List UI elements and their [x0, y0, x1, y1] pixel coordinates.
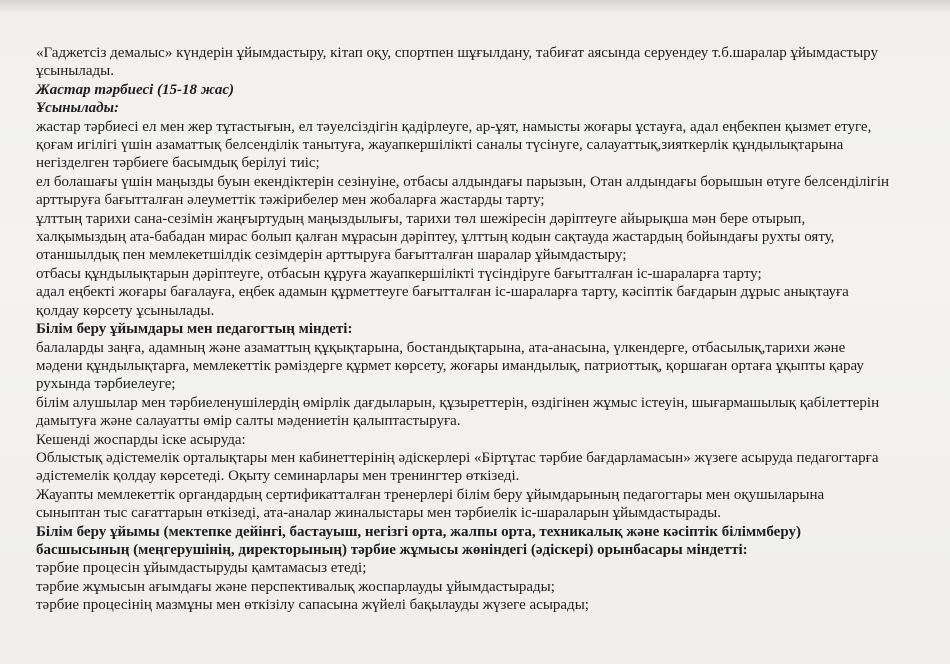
paragraph-line: Облыстық әдістемелік орталықтары мен кабинеттерінің әдіскерлері «Біртұтас тәрбие бағдарламасын» жүзеге асыруда педагогтарға	[36, 449, 879, 466]
page-top-edge	[0, 0, 950, 14]
paragraph-line: адал еңбекті жоғары бағалауға, еңбек адамын құрметтеуге бағытталған іс-шараларға тарту, кәсіптік бағдарын дұрыс анықтауға	[36, 284, 849, 301]
paragraph-line: халқымыздың ата-бабадан мирас болып қалған мұрасын дәріптеу, ұлттың кодын сақтауда жастардың бойындағы рухты ояту,	[36, 229, 835, 246]
paragraph-line: ұлттың тарихи сана-сезімін жаңғыртудың маңыздылығы, тарихи төл шежіресін дәріптеуге айырықша мән бере отырып,	[36, 210, 806, 227]
paragraph-line: тәрбие процесінің мазмұны мен өткізілу сапасына жүйелі бақылауды жүзеге асырады;	[36, 597, 589, 614]
section-heading: Білім беру ұйымы (мектепке дейінгі, бастауыш, негізгі орта, жалпы орта, техникалық және кәсіптік біліммберу)	[36, 523, 801, 540]
paragraph-line: рухында тәрбиелеуге;	[36, 376, 176, 393]
paragraph-line: ұсынылады.	[36, 63, 114, 80]
paragraph-line: отаншылдық пен мемлекетшілдік сезімдерін арттыруға бағытталған шаралар ұйымдастыру;	[36, 247, 627, 264]
paragraph-line: Жауапты мемлекеттік органдардың сертификатталған тренерлері білім беру ұйымдарының педагогтары мен оқушыларына	[36, 486, 825, 503]
paragraph-line: сыныптан тыс сағаттарын өткізеді, ата-аналар жиналыстары мен тәрбиелік іс-шараларын ұйымдастырады.	[36, 505, 721, 522]
paragraph-line: тәрбие жұмысын ағымдағы және перспективалық жоспарлауды ұйымдастырады;	[36, 578, 555, 595]
paragraph-line: білім алушылар мен тәрбиеленушілердің өмірлік дағдыларын, құзыреттерін, өздігінен жұмыс істеуін, шығармашылық қабілеттерін	[36, 394, 880, 411]
paragraph-line: қолдау көрсету ұсынылады.	[36, 302, 215, 319]
subheading: Ұсынылады:	[36, 100, 120, 117]
paragraph-line: арттыруға бағытталған әлеуметтік тәжірибелер мен жобаларға жастарды тарту;	[36, 192, 545, 209]
paragraph-line: әдістемелік қолдау көрсетеді. Оқыту семинарлары мен тренингтер өткізеді.	[36, 468, 520, 485]
paragraph-line: ел болашағы үшін маңызды буын екендіктерін сезінуіне, отбасы алдындағы парызын, Отан алдындағы борышын өтуге белсенділігін	[36, 173, 890, 190]
section-heading: Жастар тәрбиесі (15-18 жас)	[36, 81, 235, 98]
section-heading: басшысының (меңгерушінің, директорының) тәрбие жұмысы жөніндегі (әдіскері) орынбасары міндетті:	[36, 541, 748, 558]
paragraph-line: қоғам игілігі үшін азаматтық белсенділік танытуға, жауапкершілікті саналы түсінуге, салауаттық,зияткерлік құндылықтарына	[36, 137, 844, 154]
section-heading: Білім беру ұйымдары мен педагогтың міндеті:	[36, 321, 353, 338]
paragraph-line: тәрбие процесін ұйымдастыруды қамтамасыз етеді;	[36, 560, 367, 577]
paragraph-line: Кешенді жоспарды іске асыруда:	[36, 431, 246, 448]
document-body	[36, 44, 938, 615]
paragraph-line: негізделген тәрбиеге басымдық берілуі тиіс;	[36, 155, 320, 172]
paragraph-line: балаларды заңға, адамның және азаматтың құқықтарына, бостандықтарына, ата-анасына, үлкендерге, отбасылық,тарихи және	[36, 339, 846, 356]
paragraph-line: дамытуға және салауатты өмір салты мәдениетін қалыптастыруға.	[36, 413, 461, 430]
paragraph-line: «Гаджетсіз демалыс» күндерін ұйымдастыру, кітап оқу, спортпен шұғылдану, табиғат аясында серуендеу т.б.шаралар ұйымдастыру	[36, 45, 878, 61]
paragraph-line: жастар тәрбиесі ел мен жер тұтастығын, ел тәуелсіздігін қадірлеуге, ар-ұят, намысты жоғары ұстауға, адал еңбекпен қызмет етуге,	[36, 118, 872, 135]
paragraph-line: отбасы құндылықтарын дәріптеуге, отбасын құруға жауапкершілікті түсіндіруге бағытталған іс-шараларға тарту;	[36, 265, 762, 282]
paragraph-line: мәдени құндылықтарға, мемлекеттік рәміздерге құрмет көрсету, жоғары имандылық, патриоттық, қоршаған ортаға ұқыпты қарау	[36, 357, 864, 374]
